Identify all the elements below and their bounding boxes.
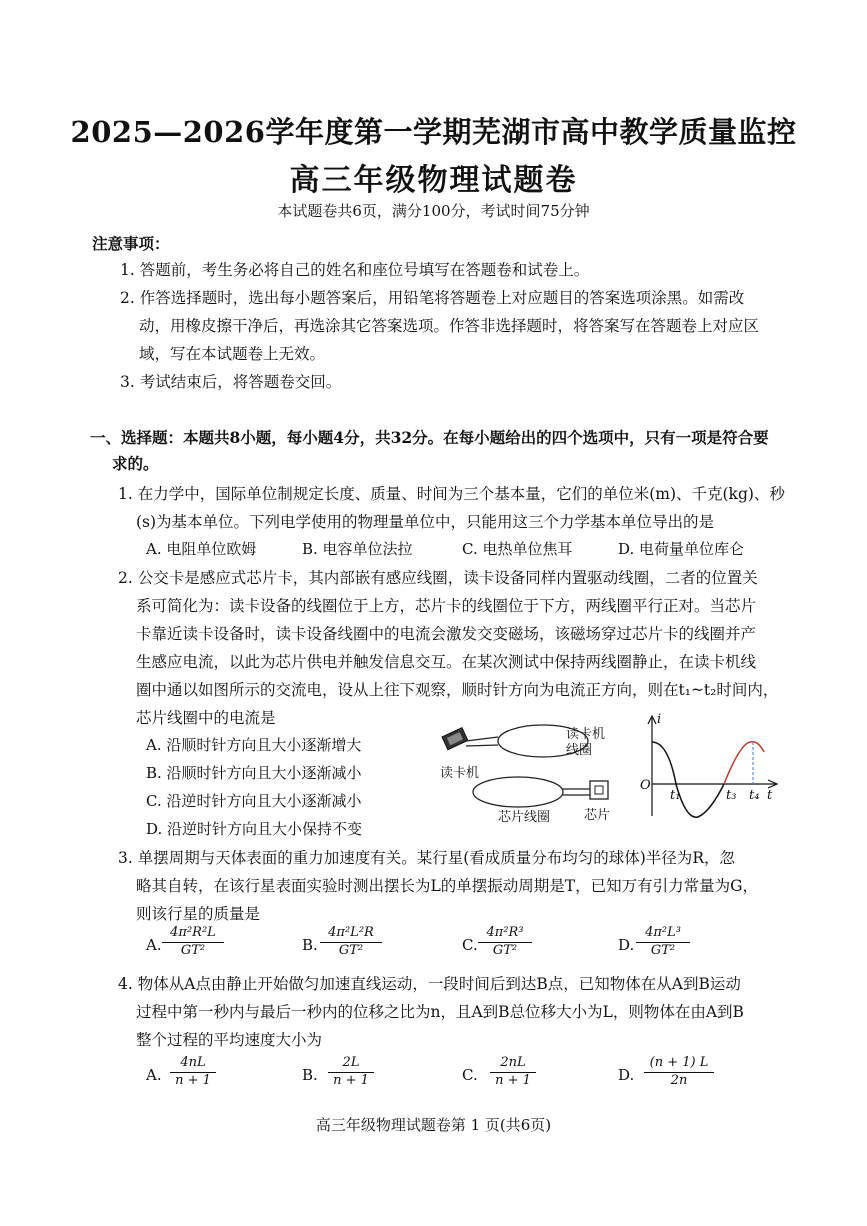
q2-option-d: D. 沿逆时针方向且大小保持不变 — [146, 820, 363, 838]
q3-option-d-fraction: 4π²L³ GT² — [636, 926, 690, 959]
notice-item: 动，用橡皮擦干净后，再选涂其它答案选项。作答非选择题时，将答案写在答题卷上对应区 — [139, 317, 760, 335]
q2-option-b: B. 沿顺时针方向且大小逐渐减小 — [146, 764, 362, 782]
q4-option-b-fraction: 2L n + 1 — [328, 1056, 374, 1089]
q2-stem: 圈中通以如图所示的交流电，设从上往下观察，顺时针方向为电流正方向，则在t₁~t₂时间内， — [136, 681, 779, 699]
notice-item: 域，写在本试题卷上无效。 — [139, 345, 326, 363]
q4-option-d-letter: D. — [618, 1066, 635, 1084]
q4-option-a-fraction: 4nL n + 1 — [170, 1056, 216, 1089]
q3-stem: 略其自转，在该行星表面实验时测出摆长为L的单摆振动周期是T，已知万有引力常量为G， — [136, 877, 759, 895]
q3-option-b-fraction: 4π²L²R GT² — [320, 926, 382, 959]
current-curve-red — [724, 742, 764, 784]
q4-option-c-letter: C. — [462, 1066, 478, 1084]
q2-stem: 系可简化为：读卡设备的线圈位于上方，芯片卡的线圈位于下方，两线圈平行正对。当芯片 — [136, 597, 757, 615]
q1-stem: 1. 在力学中，国际单位制规定长度、质量、时间为三个基本量，它们的单位米(m)、千克(kg)、秒 — [118, 485, 785, 503]
reader-coil-label: 读卡机 — [566, 727, 606, 742]
q3-option-c-fraction: 4π²R³ GT² — [478, 926, 532, 959]
q4-stem: 4. 物体从A点由静止开始做匀加速直线运动，一段时间后到达B点，已知物体在从A到B运动 — [118, 975, 741, 993]
q1-option-b: B. 电容单位法拉 — [302, 540, 413, 558]
chip-icon — [590, 781, 608, 799]
q4-stem: 整个过程的平均速度大小为 — [136, 1031, 323, 1049]
q2-stem: 卡靠近读卡设备时，读卡设备线圈中的电流会激发交变磁场，该磁场穿过芯片卡的线圈并产 — [136, 625, 757, 643]
chip-coil-label: 芯片线圈 — [498, 810, 551, 825]
current-curve-black — [652, 742, 724, 817]
q3-option-b-letter: B. — [302, 936, 318, 954]
notice-item: 1. 答题前，考生务必将自己的姓名和座位号填写在答题卷和试卷上。 — [120, 261, 590, 279]
q4-option-b-letter: B. — [302, 1066, 318, 1084]
q2-stem: 2. 公交卡是感应式芯片卡，其内部嵌有感应线圈，读卡设备同样内置驱动线圈，二者的位置关 — [118, 569, 758, 587]
q1-option-a: A. 电阻单位欧姆 — [146, 540, 257, 558]
q4-option-d-fraction: (n + 1) L 2n — [644, 1056, 714, 1089]
chip-label: 芯片 — [584, 808, 611, 823]
q2-stem: 芯片线圈中的电流是 — [136, 709, 276, 727]
exam-title: 2025—2026学年度第一学期芜湖市高中教学质量监控 — [70, 115, 797, 149]
q4-option-a-letter: A. — [146, 1066, 162, 1084]
q2-option-c: C. 沿逆时针方向且大小逐渐减小 — [146, 792, 362, 810]
q3-option-a-fraction: 4π²R²L GT² — [162, 926, 224, 959]
notice-item: 2. 作答选择题时，选出每小题答案后，用铅笔将答题卷上对应题目的答案选项涂黑。如需改 — [120, 289, 745, 307]
current-graph — [636, 712, 786, 822]
q3-stem: 3. 单摆周期与天体表面的重力加速度有关。某行星(看成质量分布均匀的球体)半径为R，忽 — [118, 849, 735, 867]
q3-option-a-letter: A. — [146, 936, 162, 954]
reader-coil-label: 线圈 — [566, 743, 593, 758]
t3-label: t₃ — [726, 788, 737, 803]
q4-option-c-fraction: 2nL n + 1 — [490, 1056, 536, 1089]
q1-option-c: C. 电热单位焦耳 — [462, 540, 573, 558]
section-heading: 一、选择题：本题共8小题，每小题4分，共32分。在每小题给出的四个选项中，只有一项是符合要 — [90, 428, 769, 447]
t4-label: t₄ — [749, 788, 760, 803]
chip-coil — [473, 777, 563, 807]
q2-option-a: A. 沿顺时针方向且大小逐渐增大 — [146, 736, 362, 754]
q1-stem: (s)为基本单位。下列电学使用的物理量单位中，只能用这三个力学基本单位导出的是 — [136, 513, 715, 531]
q1-option-d: D. 电荷量单位库仑 — [618, 540, 745, 558]
origin-label: O — [640, 778, 651, 793]
axis-i-label: i — [657, 712, 662, 727]
t1-label: t₁ — [670, 788, 681, 803]
q3-option-c-letter: C. — [462, 936, 478, 954]
exam-info: 本试题卷共6页，满分100分，考试时间75分钟 — [277, 202, 590, 220]
q4-stem: 过程中第一秒内与最后一秒内的位移之比为n，且A到B总位移大小为L，则物体在由A到B — [136, 1003, 744, 1021]
page-footer: 高三年级物理试题卷第 1 页(共6页) — [315, 1116, 552, 1134]
exam-subtitle: 高三年级物理试题卷 — [289, 163, 578, 198]
q2-stem: 生感应电流，以此为芯片供电并触发信息交互。在某次测试中保持两线圈静止，在读卡机线 — [136, 653, 757, 671]
notice-heading: 注意事项： — [92, 234, 170, 253]
reader-device-icon — [442, 728, 468, 750]
q3-option-d-letter: D. — [618, 936, 635, 954]
notice-item: 3. 考试结束后，将答题卷交回。 — [120, 373, 342, 391]
q3-stem: 则该行星的质量是 — [136, 905, 261, 923]
reader-label: 读卡机 — [440, 766, 480, 781]
axis-t-label: t — [767, 788, 773, 803]
section-heading-cont: 求的。 — [112, 454, 159, 473]
